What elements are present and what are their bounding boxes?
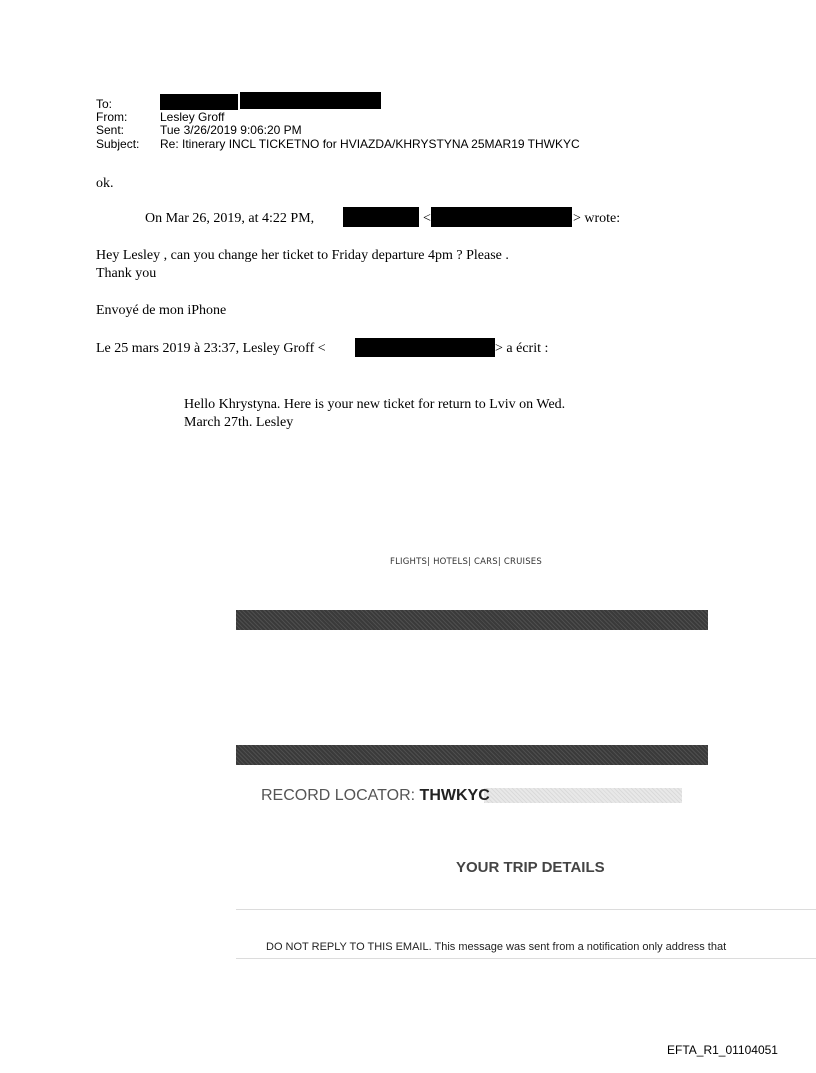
to-label: To:: [96, 97, 113, 111]
divider-top: [236, 909, 816, 910]
from-value: Lesley Groff: [160, 110, 225, 124]
record-locator-label: RECORD LOCATOR:: [261, 787, 420, 804]
message-line-1: Hey Lesley , can you change her ticket to Friday departure 4pm ? Please .: [96, 248, 509, 263]
redacted-to-1: [160, 94, 238, 110]
inner-line-2: March 27th. Lesley: [184, 415, 294, 430]
sent-value: Tue 3/26/2019 9:06:20 PM: [160, 123, 302, 137]
redacted-sender-email: [431, 207, 572, 227]
quote1-lt: <: [423, 211, 431, 226]
reply-text: ok.: [96, 176, 114, 191]
sent-label: Sent:: [96, 123, 125, 137]
subject-value: Re: Itinerary INCL TICKETNO for HVIAZDA/KHRYSTYNA 25MAR19 THWKYC: [160, 137, 580, 151]
record-locator-value: THWKYC: [419, 787, 490, 804]
quote2-prefix: Le 25 mars 2019 à 23:37, Lesley Groff <: [96, 341, 326, 356]
record-locator: [261, 787, 490, 805]
divider-bottom: [236, 958, 816, 959]
no-reply-notice: DO NOT REPLY TO THIS EMAIL. This message was sent from a notification only address that: [266, 941, 727, 953]
inner-line-1: Hello Khrystyna. Here is your new ticket for return to Lviv on Wed.: [184, 397, 566, 412]
redacted-sender-name: [343, 207, 419, 227]
message-line-2: Thank you: [96, 266, 157, 281]
from-label: From:: [96, 110, 128, 124]
redacted-groff-email: [355, 338, 495, 357]
redacted-banner-top: [236, 610, 708, 630]
quote1-suffix: > wrote:: [573, 211, 621, 226]
travel-nav-links[interactable]: FLIGHTS| HOTELS| CARS| CRUISES: [390, 557, 542, 567]
subject-label: Subject:: [96, 137, 140, 151]
document-id: EFTA_R1_01104051: [667, 1043, 778, 1057]
redacted-to-2: [240, 92, 381, 109]
record-locator-shade: [484, 788, 682, 803]
trip-details-heading: YOUR TRIP DETAILS: [456, 859, 605, 876]
quote2-suffix: > a écrit :: [495, 341, 549, 356]
signature: Envoyé de mon iPhone: [96, 303, 227, 318]
quote1-prefix: On Mar 26, 2019, at 4:22 PM,: [145, 211, 315, 226]
redacted-banner-bottom: [236, 745, 708, 765]
